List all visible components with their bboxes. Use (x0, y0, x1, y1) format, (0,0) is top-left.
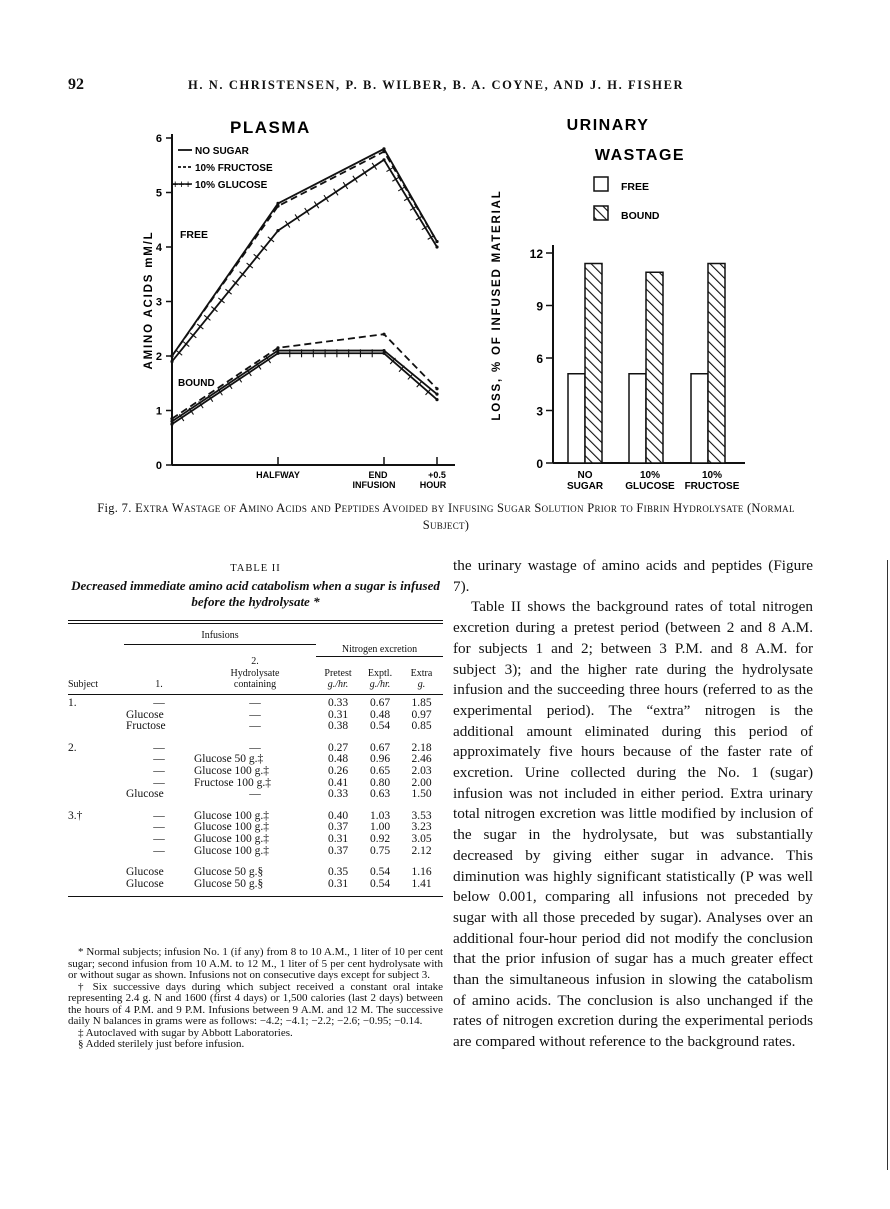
cell-inf1: — (153, 741, 165, 754)
legend-free-swatch (594, 177, 608, 191)
cell-exptl: 0.67 (369, 741, 391, 754)
cell-extra: 3.23 (411, 821, 432, 834)
header-pretest-unit: g./hr. (327, 679, 349, 691)
header-extra-unit: g. (417, 679, 426, 691)
legend-free: FREE (621, 181, 650, 193)
data-point-bound-no-sugar (382, 349, 385, 352)
table-row (68, 721, 443, 733)
data-point-free-10-glucose (435, 245, 438, 248)
data-point-bound-no-sugar (435, 393, 438, 396)
footnote-2: † Six successive days during which subject received a constant oral intake representing 2.4 g. N and 1600 (first 4 days) or 1,500 calories (last 2 days) between the hours of 4 P.M. and 9 P.M. Infusions between 9 A.M. and 12 M. The successive daily N balances in grams were as follows: −4.2; −4.1; −2.2; −2.6; −0.95; −0.14. (68, 980, 443, 1027)
data-point-free-10-glucose (170, 360, 173, 363)
plasma-title: PLASMA (230, 118, 311, 137)
data-point-bound-10-fructose (435, 387, 438, 390)
cell-pretest: 0.33 (327, 788, 349, 801)
cell-pretest: 0.26 (327, 764, 349, 777)
urinary-y-tick-label: 3 (536, 404, 543, 419)
cell-inf2: — (249, 696, 261, 709)
cell-subject (68, 721, 124, 733)
bar-free-10-glucose (629, 374, 646, 463)
urinary-y-tick-label: 6 (536, 352, 543, 366)
cell-pretest: 0.37 (327, 844, 349, 857)
cell-inf2: — (249, 741, 261, 754)
cell-subject (68, 879, 124, 891)
cell-subject (68, 778, 124, 790)
cell-exptl: 0.80 (369, 776, 391, 789)
cell-pretest: 0.40 (327, 809, 349, 822)
header-exptl: Exptl. (367, 667, 393, 679)
header-col2-line1: 2. (251, 656, 259, 668)
cell-subject: 1. (68, 696, 77, 709)
data-point-bound-10-glucose (435, 398, 438, 401)
caption-text: Extra Wastage of Amino Acids and Peptides Avoided by Infusing Sugar Solution Prior to Fibrin Hydrolysate (Normal Subject) (135, 501, 795, 532)
cell-exptl: 0.65 (369, 764, 391, 777)
table-row (68, 834, 443, 846)
cell-subject (68, 754, 124, 766)
bar-bound-10-glucose (646, 272, 663, 463)
cell-extra: 0.97 (411, 708, 432, 721)
cell-inf1: Glucose (126, 866, 164, 879)
legend-fructose: 10% FRUCTOSE (195, 163, 273, 174)
cell-extra: 2.03 (411, 764, 432, 777)
cell-inf2: — (249, 788, 261, 801)
column-edge-rule (887, 560, 888, 1170)
bar-bound-10-fructose (708, 264, 725, 464)
cell-exptl: 0.67 (369, 696, 391, 709)
cell-inf1: — (153, 776, 165, 789)
cell-inf2: Glucose 100 g.‡ (194, 821, 270, 834)
footnote-4: § Added sterilely just before infusion. (78, 1038, 245, 1050)
plasma-y-tick-label: 0 (155, 460, 162, 472)
page-number: 92 (68, 76, 84, 93)
label-free: FREE (180, 229, 209, 241)
table-row (68, 698, 443, 710)
header-col1: 1. (155, 679, 163, 691)
plasma-y-tick-label: 5 (155, 187, 162, 200)
label-bound: BOUND (178, 378, 215, 389)
legend-glucose-marks: +++ (172, 179, 192, 191)
urinary-category-label-line1: 10% (639, 470, 661, 481)
cell-subject (68, 846, 124, 858)
cell-pretest: 0.37 (327, 821, 349, 834)
cell-extra: 2.18 (411, 741, 432, 754)
header-infusions: Infusions (201, 630, 239, 641)
header-extra: Extra (410, 667, 433, 679)
cell-inf1: Glucose (126, 788, 164, 801)
table-footnotes (68, 947, 443, 1051)
cell-subject: 2. (68, 741, 77, 754)
cell-pretest: 0.33 (327, 696, 349, 709)
cell-inf1: Glucose (126, 708, 164, 721)
cell-inf2: Glucose 100 g.‡ (194, 844, 270, 857)
data-point-free-10-fructose (170, 354, 173, 357)
table-ii (68, 620, 443, 897)
cell-inf2: Glucose 50 g.§ (194, 866, 264, 879)
cell-exptl: 0.75 (369, 844, 391, 857)
table-subtitle: Decreased immediate amino acid catabolism when a sugar is infused before the hydrolysate * (71, 578, 440, 609)
cell-pretest: 0.27 (327, 741, 349, 754)
plasma-y-tick-label: 6 (155, 133, 162, 145)
cell-inf1: — (153, 844, 165, 857)
table-row (68, 789, 443, 801)
author-line: H. N. CHRISTENSEN, P. B. WILBER, B. A. COYNE, AND J. H. FISHER (188, 78, 685, 92)
paragraph-2: Table II shows the background rates of total nitrogen excretion during a pretest period (between 2 and 8 A.M. for subjects 1 and 2; between 3 P.M. and 8 A.M. for subject 3); and the higher rate during the hydrolysate infusion and the succeeding three hours (referred to as the experimental period). The “extra” nitrogen is the additional amount eliminated during this period of approximately five hours because of the faster rate of excretion. Urine collected during the No. 1 (sugar) infusion was not included in either period. Extra urinary total nitrogen excretion was little modified by inclusion of the sugar in the hydrolysate, but was substantially decreased by giving either sugar in advance. This diminution was highly significant statistically (P was well below 0.001, comparing all infusions not preceded by sugar with all those preceded by sugar). Analyses over an additional four-hour period did not modify the conclusion that the prior infusion of sugar has a much greater effect than the simultaneous infusion in slowing the catabolism of amino acids. The conclusion is also unchanged if the rates of nitrogen excretion during the experimental periods are compared without reference to the background rates. (453, 598, 813, 1051)
data-point-free-no-sugar (382, 147, 385, 150)
cell-pretest: 0.31 (327, 708, 349, 721)
cell-subject (68, 766, 124, 778)
urinary-category-label-line1: 10% (701, 470, 723, 481)
plasma-chart (143, 118, 455, 490)
data-point-bound-10-glucose (276, 352, 279, 355)
data-point-free-10-glucose (382, 158, 385, 161)
x-tick-end: END (368, 470, 388, 480)
cell-subject (68, 710, 124, 722)
urinary-y-axis-label: LOSS, % OF INFUSED MATERIAL (491, 189, 503, 421)
cell-extra: 0.85 (411, 720, 432, 733)
cell-inf1: Fructose (126, 720, 166, 733)
x-tick-infusion: INFUSION (352, 480, 396, 490)
cell-pretest: 0.31 (327, 877, 349, 890)
cell-pretest: 0.35 (327, 866, 349, 879)
cell-inf2: Glucose 100 g.‡ (194, 764, 270, 777)
footnote-1: * Normal subjects; infusion No. 1 (if any) from 8 to 10 A.M., 1 liter of 10 per cent sugar; second infusion from 10 A.M. to 12 M., 1 liter of 5 per cent hydrolysate with or without sugar as shown. Infusions not on consecutive days except for subject 3. (68, 946, 443, 981)
footnote-3: ‡ Autoclaved with sugar by Abbott Laboratories. (78, 1026, 293, 1039)
cell-inf2: — (249, 708, 261, 721)
urinary-category-label-line2: GLUCOSE (625, 481, 675, 492)
cell-exptl: 0.92 (369, 832, 391, 845)
urinary-chart (491, 117, 745, 492)
table-row (68, 846, 443, 858)
plasma-y-tick-label: 3 (155, 296, 162, 309)
data-point-free-10-fructose (435, 240, 438, 243)
header-col2-line3: containing (233, 679, 277, 691)
cell-extra: 3.05 (411, 832, 432, 845)
cell-inf1: Glucose (126, 877, 164, 890)
data-point-free-no-sugar (276, 202, 279, 205)
plasma-y-tick-label: 1 (155, 405, 162, 418)
x-tick-plus-half: +0.5 (428, 470, 446, 480)
legend-no-sugar: NO SUGAR (195, 146, 249, 157)
cell-subject: 3.† (68, 809, 83, 822)
header-exptl-unit: g./hr. (369, 679, 391, 691)
plasma-y-tick-label: 2 (155, 351, 162, 363)
table-row (68, 867, 443, 879)
cell-inf1: — (153, 753, 165, 766)
data-point-bound-10-glucose (382, 352, 385, 355)
cell-subject (68, 789, 124, 801)
data-point-bound-10-fructose (170, 417, 173, 420)
bar-free-no-sugar (568, 374, 585, 463)
header-subject: Subject (68, 679, 98, 691)
cell-extra: 2.12 (411, 844, 432, 857)
table-row (68, 879, 443, 891)
header-nitrogen: Nitrogen excretion (341, 644, 418, 656)
urinary-y-tick-label: 12 (529, 247, 543, 261)
data-point-bound-10-glucose (170, 423, 173, 426)
cell-exptl: 0.54 (369, 720, 391, 733)
cell-extra: 1.41 (411, 877, 432, 890)
body-column (453, 556, 813, 1053)
urinary-category-label-line1: NO (577, 470, 593, 481)
cell-subject (68, 867, 124, 879)
cell-exptl: 0.96 (369, 753, 391, 766)
urinary-y-tick-label: 9 (536, 299, 543, 314)
cell-pretest: 0.48 (327, 753, 349, 766)
cell-extra: 2.00 (411, 776, 432, 789)
caption-lead: Fig. 7. (97, 501, 132, 515)
table-row (68, 766, 443, 778)
cell-pretest: 0.41 (327, 776, 349, 789)
bar-bound-no-sugar (585, 264, 602, 464)
bar-free-10-fructose (691, 374, 708, 463)
legend-bound-swatch (594, 206, 608, 220)
cell-extra: 2.46 (411, 753, 432, 766)
cell-exptl: 0.54 (369, 866, 391, 879)
urinary-y-tick-label: 0 (536, 457, 543, 471)
data-point-bound-10-fructose (276, 346, 279, 349)
cell-exptl: 0.54 (369, 877, 391, 890)
data-point-free-10-fructose (276, 205, 279, 208)
cell-extra: 3.53 (411, 809, 432, 822)
legend-bound: BOUND (621, 210, 660, 222)
cell-inf1: — (153, 832, 165, 845)
urinary-title-line1: URINARY (566, 117, 650, 134)
data-point-free-10-glucose (276, 229, 279, 232)
cell-inf1: — (153, 696, 165, 709)
x-tick-halfway: HALFWAY (256, 470, 300, 480)
cell-inf1: — (153, 821, 165, 834)
cell-subject (68, 822, 124, 834)
cell-inf2: Glucose 100 g.‡ (194, 809, 270, 822)
urinary-title-line2: WASTAGE (594, 147, 686, 164)
urinary-category-label-line2: SUGAR (566, 481, 604, 492)
paragraph-1: the urinary wastage of amino acids and peptides (Figure 7). (453, 557, 813, 595)
cell-exptl: 1.00 (369, 821, 391, 834)
table-title: TABLE II (230, 563, 281, 574)
data-point-bound-10-fructose (382, 333, 385, 336)
cell-inf2: — (249, 720, 261, 733)
data-point-free-10-fructose (382, 150, 385, 153)
legend-glucose: 10% GLUCOSE (195, 180, 268, 191)
figure-caption (96, 500, 796, 534)
header-pretest: Pretest (324, 667, 352, 679)
figure-7 (0, 105, 890, 495)
x-tick-hour: HOUR (419, 480, 447, 490)
cell-inf2: Glucose 100 g.‡ (194, 832, 270, 845)
cell-pretest: 0.38 (327, 720, 349, 733)
cell-subject (68, 834, 124, 846)
header-col2-line2: Hydrolysate (230, 667, 280, 679)
cell-pretest: 0.31 (327, 832, 349, 845)
cell-extra: 1.16 (411, 866, 432, 879)
cell-inf2: Fructose 100 g.‡ (194, 776, 271, 789)
cell-exptl: 1.03 (369, 809, 391, 822)
plasma-y-tick-label: 4 (155, 242, 162, 254)
cell-inf1: — (153, 764, 165, 777)
running-header (68, 76, 848, 96)
cell-extra: 1.85 (411, 696, 432, 709)
cell-extra: 1.50 (411, 788, 432, 801)
cell-inf2: Glucose 50 g.§ (194, 877, 264, 890)
series-line-bound-10-fructose (172, 334, 437, 418)
cell-inf1: — (153, 809, 165, 822)
cell-inf2: Glucose 50 g.‡ (194, 753, 264, 766)
plasma-y-axis-label: AMINO ACIDS mM/L (143, 230, 155, 370)
cell-exptl: 0.63 (369, 788, 391, 801)
cell-exptl: 0.48 (369, 708, 391, 721)
urinary-category-label-line2: FRUCTOSE (684, 481, 740, 492)
